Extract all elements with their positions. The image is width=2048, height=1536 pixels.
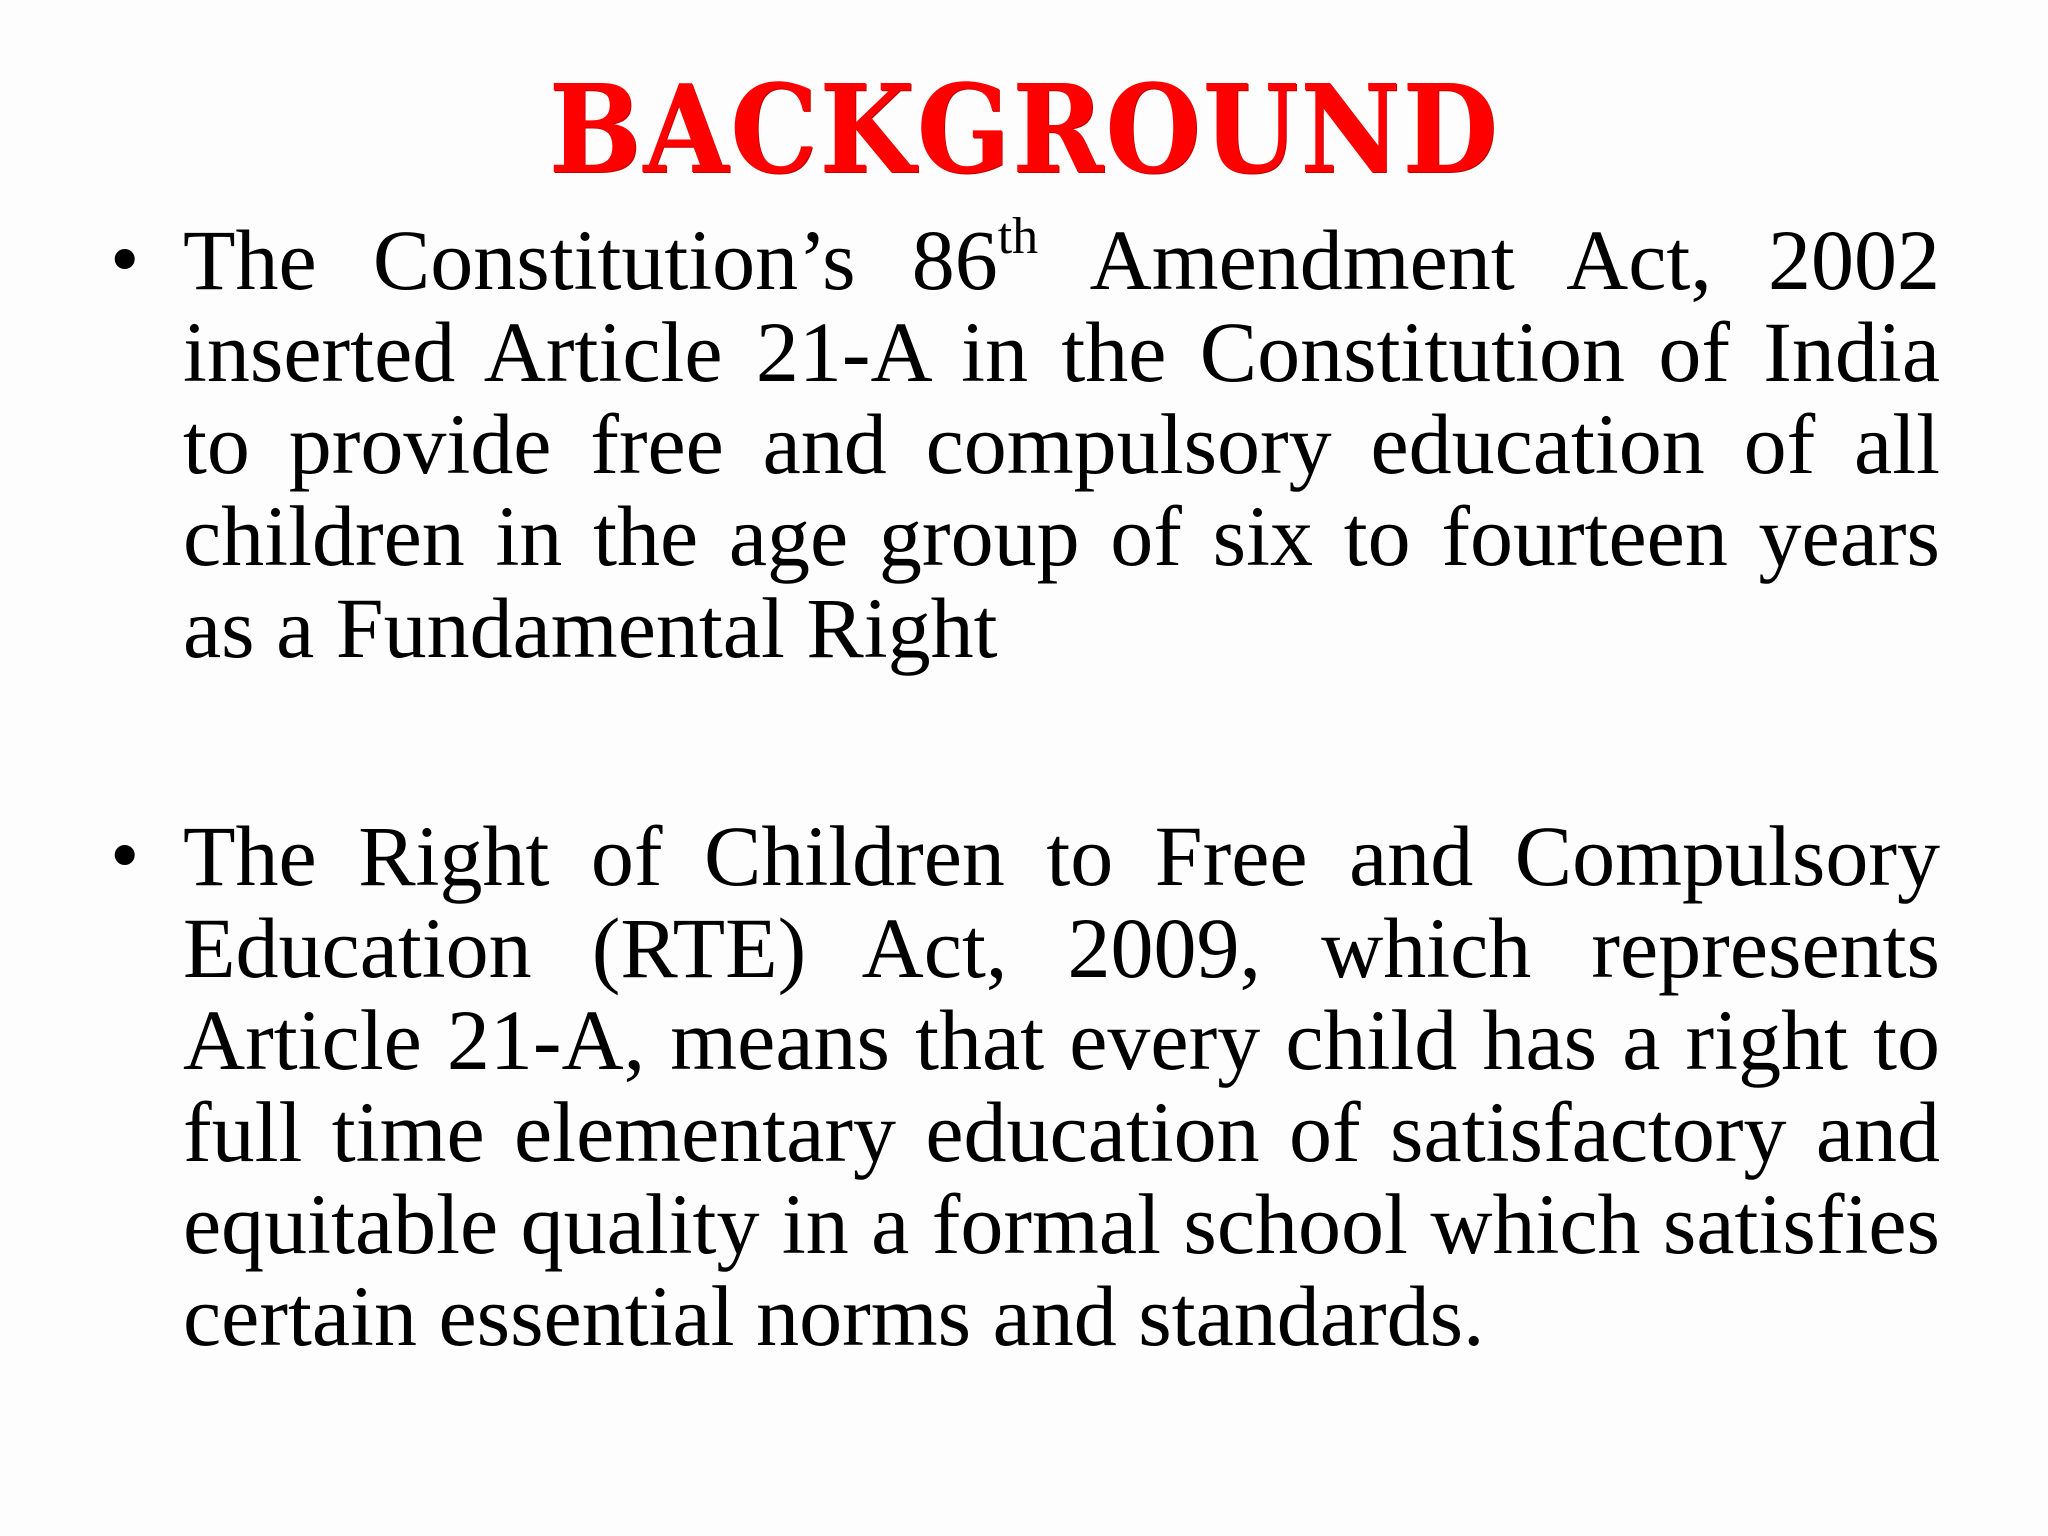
bullet-point-1-text-start: The Constitution’s 86 bbox=[183, 212, 998, 308]
ordinal-superscript: th bbox=[997, 208, 1039, 265]
bullet-marker-1: • bbox=[110, 213, 140, 306]
bullet-marker-2: • bbox=[110, 809, 140, 902]
slide-title: BACKGROUND bbox=[548, 57, 1500, 201]
bullet-point-1 bbox=[183, 208, 1940, 676]
bullet-point-2: The Right of Children to Free and Compulsory Education (RTE) Act, 2009, which represents Article 21-A, means that every child has a right to full time elementary education of satisfactory and equitable quality in a formal school which satisfies certain essential norms and standards. bbox=[183, 808, 1940, 1364]
bullet-point-1-text-end: Amendment Act, 2002 inserted Article 21-A in the Constitution of India to provide free and compulsory education of all children in the age group of six to fourteen years as a Fundamental Right bbox=[183, 212, 1940, 676]
